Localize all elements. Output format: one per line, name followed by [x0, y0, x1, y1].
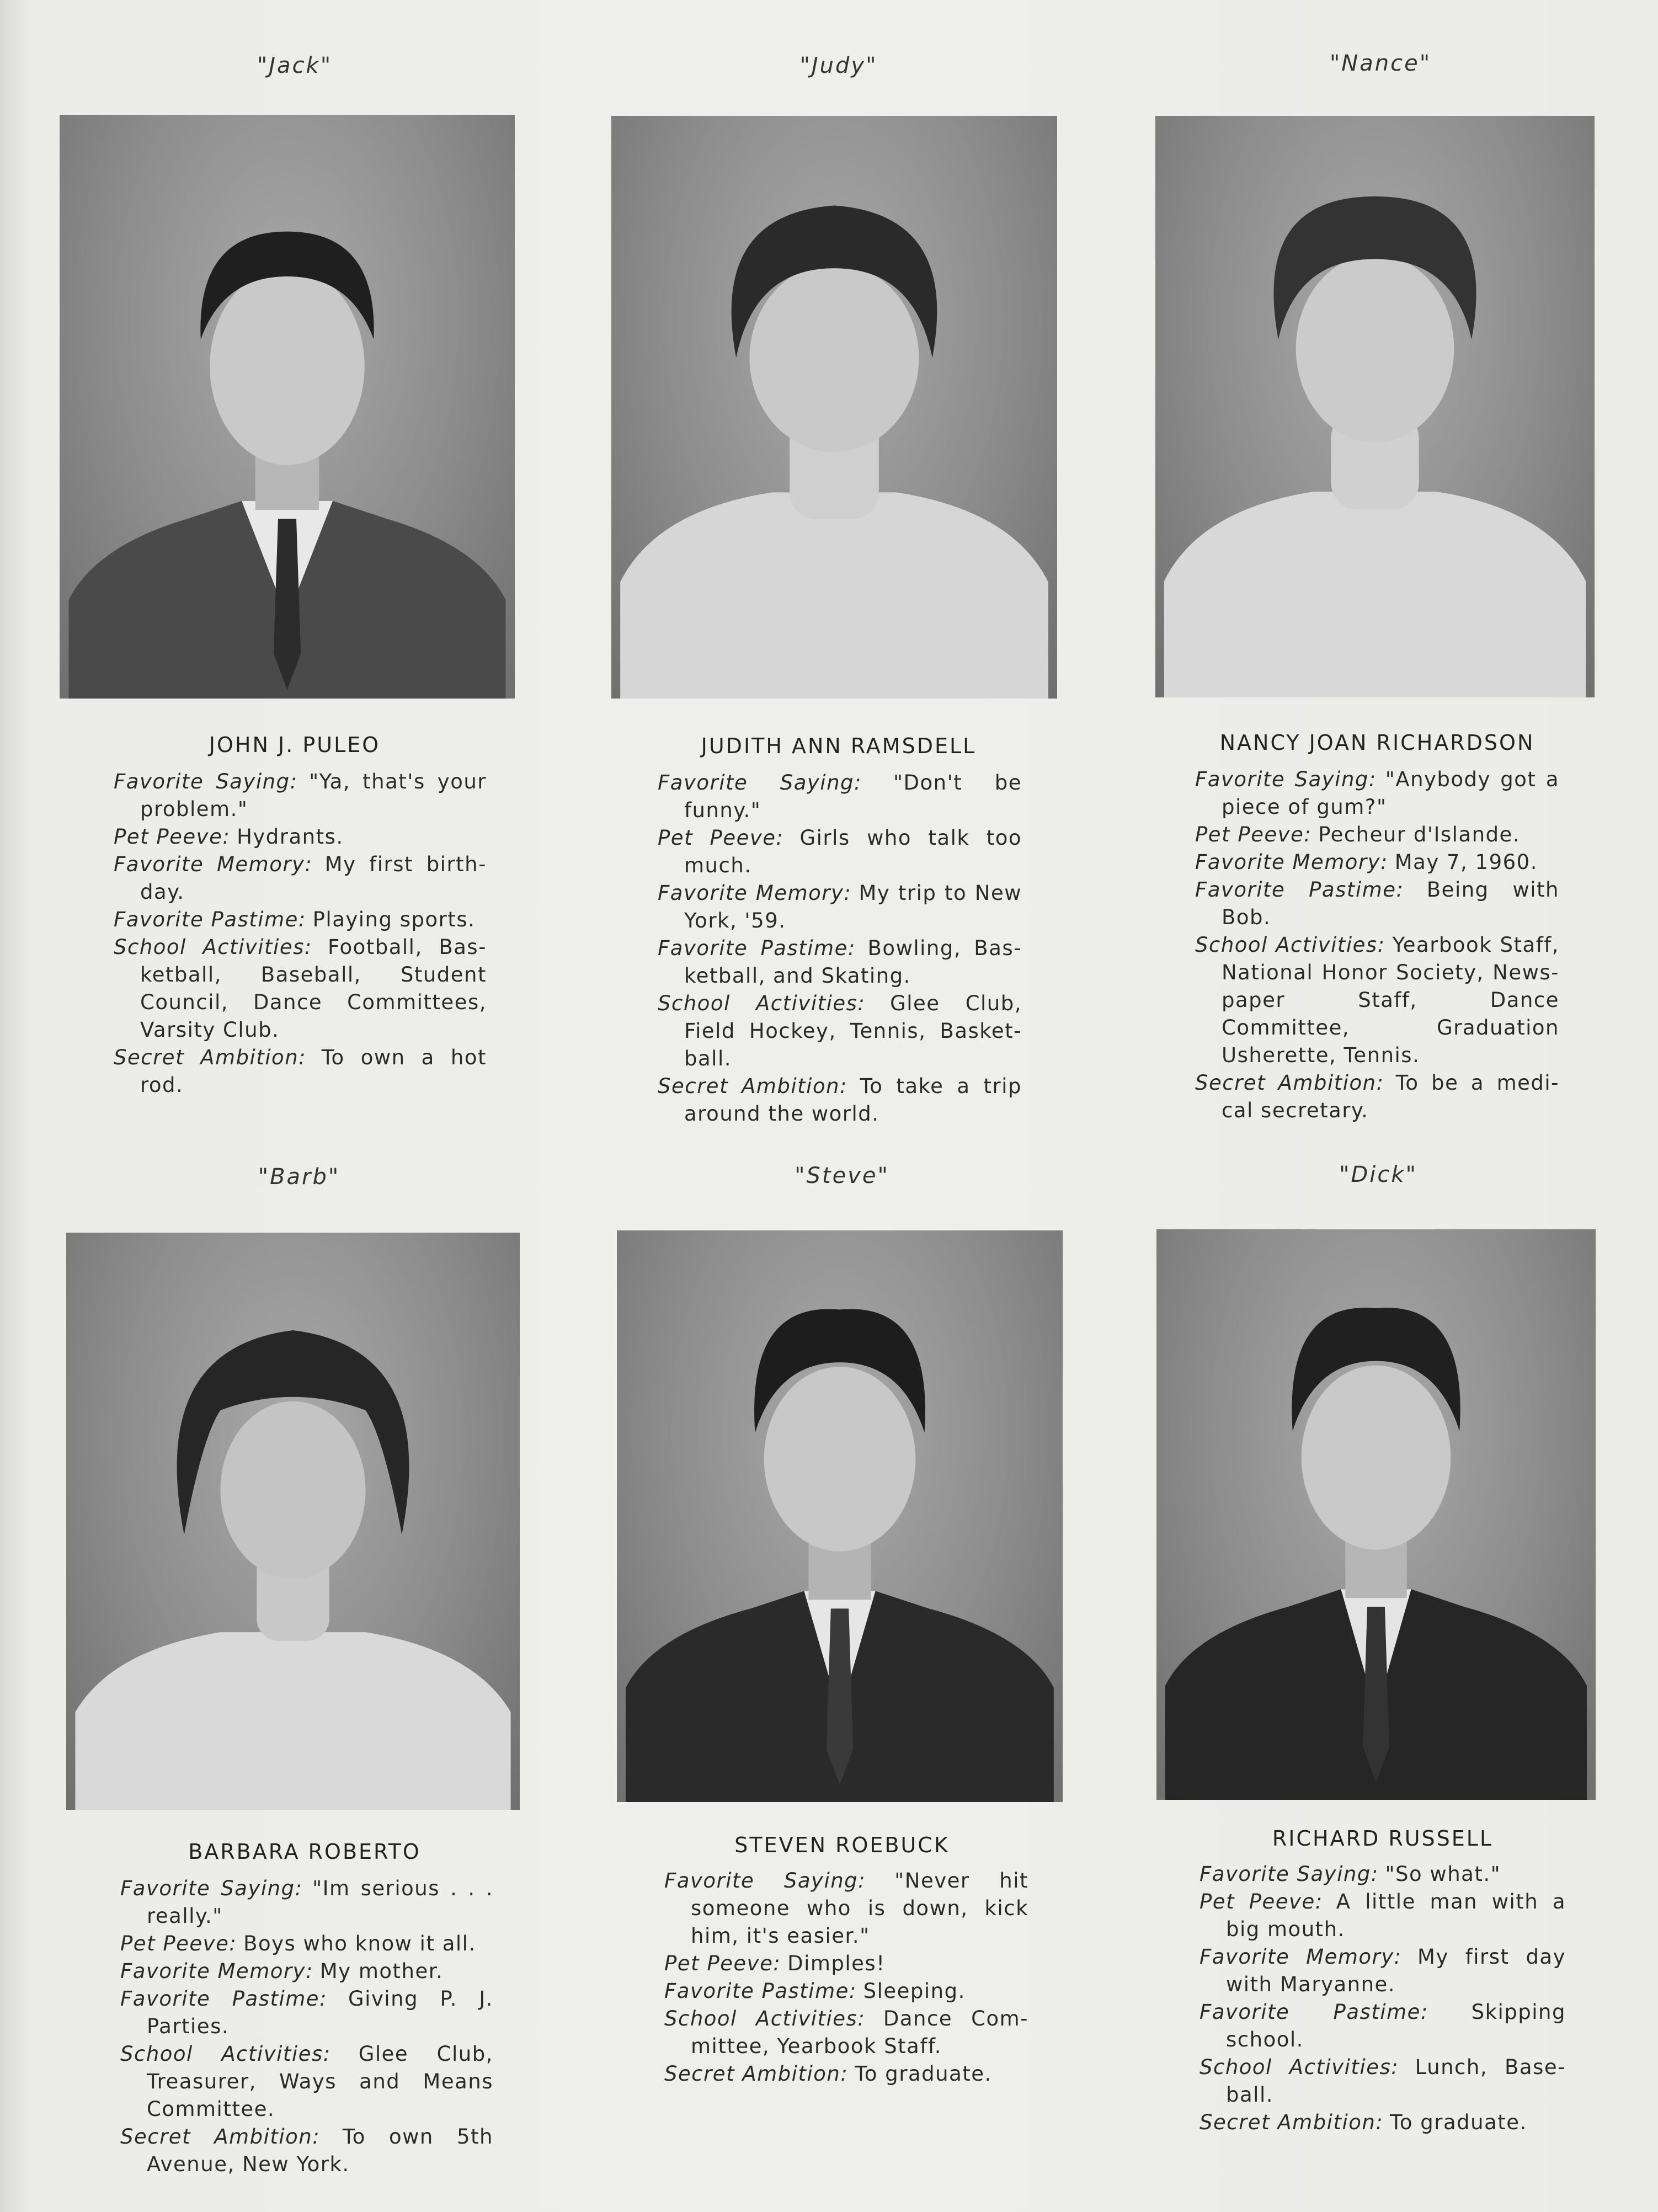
student-name: NANCY JOAN RICHARDSON — [1219, 731, 1535, 755]
student-nickname: "Judy" — [799, 53, 878, 78]
student-name: RICHARD RUSSELL — [1272, 1826, 1494, 1851]
detail-row: School Activities: Yearbook Staff, National Honor Society, News-paper Staff, Dance Committee, Graduation Usherette, Tennis. — [1195, 933, 1560, 1067]
student-name: BARBARA ROBERTO — [188, 1840, 421, 1864]
detail-row: Favorite Saying: "Don't be funny." — [658, 771, 1022, 822]
detail-row: Favorite Pastime: Skipping school. — [1199, 2000, 1566, 2051]
detail-row: Favorite Saying: "Ya, that's your problem." — [114, 770, 487, 821]
detail-row: Favorite Memory: May 7, 1960. — [1195, 850, 1538, 874]
detail-row: Favorite Pastime: Giving P. J. Parties. — [120, 1987, 493, 2038]
portrait-female-icon — [66, 1233, 520, 1810]
student-details — [1199, 1861, 1566, 2136]
detail-row: Favorite Memory: My first birth-day. — [114, 852, 487, 904]
detail-row: Favorite Memory: My mother. — [120, 1959, 444, 1983]
student-details — [120, 1875, 493, 2178]
student-name: STEVEN ROEBUCK — [734, 1833, 950, 1857]
student-details — [658, 769, 1022, 1128]
detail-row: Secret Ambition: To own 5th Avenue, New York. — [120, 2125, 493, 2176]
detail-row: Pet Peeve: A little man with a big mouth. — [1199, 1890, 1566, 1941]
student-details — [114, 768, 487, 1099]
detail-row: Pet Peeve: Dimples! — [664, 1952, 886, 1975]
detail-row: Favorite Memory: My trip to New York, '59. — [658, 881, 1022, 932]
detail-row: School Activities: Glee Club, Field Hockey, Tennis, Basket-ball. — [658, 992, 1022, 1070]
portrait-male-icon — [1156, 1229, 1596, 1800]
detail-row: Favorite Saying: "Im serious . . . really." — [120, 1877, 493, 1928]
student-name: JOHN J. PULEO — [209, 733, 381, 757]
detail-row: Favorite Memory: My first day with Maryanne. — [1199, 1945, 1566, 1996]
detail-row: Pet Peeve: Pecheur d'Islande. — [1195, 823, 1521, 846]
detail-row: Secret Ambition: To take a trip around the world. — [658, 1074, 1022, 1126]
student-photo — [1156, 1229, 1596, 1800]
detail-row: School Activities: Lunch, Base-ball. — [1199, 2055, 1566, 2107]
detail-row: School Activities: Football, Bas-ketball, Baseball, Student Council, Dance Committees, Varsity Club. — [114, 935, 487, 1042]
student-nickname: "Barb" — [258, 1164, 340, 1190]
detail-row: Favorite Pastime: Bowling, Bas-ketball, and Skating. — [658, 936, 1022, 988]
detail-row: Pet Peeve: Hydrants. — [114, 825, 344, 849]
student-photo — [66, 1233, 520, 1810]
student-photo — [611, 116, 1057, 699]
detail-row: Secret Ambition: To graduate. — [1199, 2110, 1527, 2134]
portrait-male-icon — [60, 115, 515, 699]
student-nickname: "Jack" — [257, 53, 333, 78]
detail-row: Pet Peeve: Girls who talk too much. — [658, 826, 1022, 877]
detail-row: Favorite Saying: "Never hit someone who is down, kick him, it's easier." — [664, 1869, 1028, 1948]
portrait-male-icon — [617, 1230, 1063, 1802]
student-nickname: "Steve" — [795, 1163, 889, 1188]
detail-row: Favorite Saying: "So what." — [1199, 1862, 1501, 1886]
detail-row: School Activities: Dance Com-mittee, Yearbook Staff. — [664, 2007, 1028, 2058]
student-name: JUDITH ANN RAMSDELL — [701, 734, 977, 758]
student-nickname: "Dick" — [1339, 1162, 1417, 1187]
detail-row: Secret Ambition: To own a hot rod. — [114, 1046, 487, 1097]
detail-row: Secret Ambition: To graduate. — [664, 2062, 992, 2086]
detail-row: Favorite Pastime: Being with Bob. — [1195, 878, 1560, 929]
detail-row: Favorite Pastime: Playing sports. — [114, 908, 476, 931]
detail-row: Favorite Saying: "Anybody got a piece of gum?" — [1195, 767, 1559, 819]
detail-row: Pet Peeve: Boys who know it all. — [120, 1932, 476, 1955]
student-photo — [617, 1230, 1063, 1802]
portrait-female-icon — [1155, 116, 1595, 697]
student-details — [1195, 766, 1559, 1124]
detail-row: Favorite Pastime: Sleeping. — [664, 1979, 966, 2003]
student-photo — [60, 115, 515, 699]
detail-row: Secret Ambition: To be a medi-cal secretary. — [1195, 1071, 1559, 1122]
portrait-female-icon — [611, 116, 1057, 699]
detail-row: School Activities: Glee Club, Treasurer, Ways and Means Committee. — [120, 2042, 493, 2121]
student-nickname: "Nance" — [1329, 51, 1432, 76]
student-photo — [1155, 116, 1595, 697]
student-details — [664, 1867, 1028, 2088]
